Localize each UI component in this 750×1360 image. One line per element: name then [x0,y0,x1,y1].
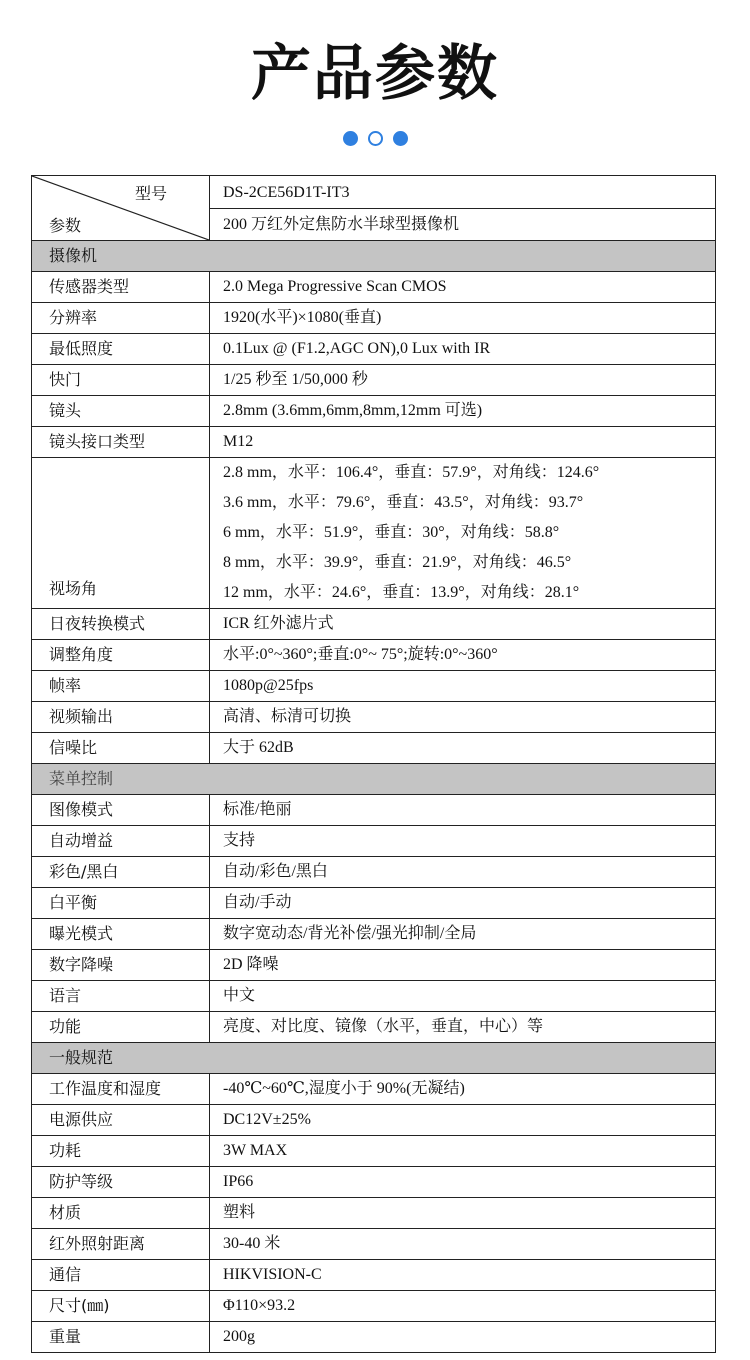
row-label: 传感器类型 [32,272,210,303]
table-row [32,671,716,702]
table-row [32,1167,716,1198]
row-value: DC12V±25% [210,1105,716,1136]
table-row [32,1322,716,1353]
row-value [210,458,716,609]
row-label: 最低照度 [32,334,210,365]
corner-label-params: 参数 [49,216,82,235]
header-row [32,176,716,241]
row-value: HIKVISION-C [210,1260,716,1291]
table-row [32,702,716,733]
row-value: 0.1Lux @ (F1.2,AGC ON),0 Lux with IR [210,334,716,365]
table-row [32,795,716,826]
row-value: 自动/彩色/黑白 [210,857,716,888]
row-label: 信噪比 [32,733,210,764]
row-value: 2.8mm (3.6mm,6mm,8mm,12mm 可选) [210,396,716,427]
row-label: 图像模式 [32,795,210,826]
row-value: 1080p@25fps [210,671,716,702]
row-value: 支持 [210,826,716,857]
row-value: -40℃~60℃,湿度小于 90%(无凝结) [210,1074,716,1105]
row-value: M12 [210,427,716,458]
row-label: 视频输出 [32,702,210,733]
row-label: 重量 [32,1322,210,1353]
row-label: 自动增益 [32,826,210,857]
table-row [32,733,716,764]
row-value: 大于 62dB [210,733,716,764]
table-row [32,950,716,981]
header-corner [32,176,210,241]
section-header [32,1043,716,1074]
table-row [32,1012,716,1043]
row-value: 塑料 [210,1198,716,1229]
section-title: 菜单控制 [32,764,716,795]
page-title: 产品参数 [251,39,499,109]
row-value: ICR 红外滤片式 [210,609,716,640]
row-value: 亮度、对比度、镜像（水平，垂直，中心）等 [210,1012,716,1043]
table-row [32,1229,716,1260]
row-value: 3W MAX [210,1136,716,1167]
dot-indicator[interactable] [343,131,358,146]
table-row [32,857,716,888]
row-label: 白平衡 [32,888,210,919]
model-description: 200 万红外定焦防水半球型摄像机 [223,215,460,233]
row-value: 2D 降噪 [210,950,716,981]
table-row [32,458,716,609]
header-values [210,176,716,241]
row-value: IP66 [210,1167,716,1198]
row-label: 防护等级 [32,1167,210,1198]
row-value: 自动/手动 [210,888,716,919]
row-label: 红外照射距离 [32,1229,210,1260]
pagination-dots [0,131,750,146]
table-row [32,427,716,458]
table-row [32,640,716,671]
row-value: 30-40 米 [210,1229,716,1260]
row-value: 1920(水平)×1080(垂直) [210,303,716,334]
table-row [32,919,716,950]
table-row [32,334,716,365]
row-label: 功能 [32,1012,210,1043]
model-number: DS-2CE56D1T-IT3 [210,177,715,209]
spec-table [31,175,716,1353]
row-label: 镜头 [32,396,210,427]
row-label: 快门 [32,365,210,396]
row-label: 调整角度 [32,640,210,671]
table-row [32,826,716,857]
row-label: 尺寸(㎜) [32,1291,210,1322]
angle-line: 6 mm，水平：51.9°，垂直：30°，对角线：58.8° [223,524,560,541]
table-row [32,272,716,303]
row-label: 语言 [32,981,210,1012]
row-label: 曝光模式 [32,919,210,950]
row-value: 水平:0°~360°;垂直:0°~ 75°;旋转:0°~360° [210,640,716,671]
row-label: 电源供应 [32,1105,210,1136]
row-value: 200g [210,1322,716,1353]
table-row [32,888,716,919]
section-header [32,241,716,272]
row-value: 高清、标清可切换 [210,702,716,733]
section-header [32,764,716,795]
row-label: 视场角 [32,458,210,609]
row-label: 分辨率 [32,303,210,334]
section-title: 一般规范 [32,1043,716,1074]
row-label: 通信 [32,1260,210,1291]
row-label: 工作温度和湿度 [32,1074,210,1105]
row-value: 标准/艳丽 [210,795,716,826]
dot-indicator[interactable] [393,131,408,146]
table-row [32,981,716,1012]
row-label: 彩色/黑白 [32,857,210,888]
table-row [32,1074,716,1105]
table-row [32,609,716,640]
table-row [32,1260,716,1291]
row-value: 数字宽动态/背光补偿/强光抑制/全局 [210,919,716,950]
row-value: 1/25 秒至 1/50,000 秒 [210,365,716,396]
row-label: 帧率 [32,671,210,702]
section-title: 摄像机 [32,241,716,272]
row-label: 镜头接口类型 [32,427,210,458]
table-row [32,1136,716,1167]
row-value: 中文 [210,981,716,1012]
dot-indicator[interactable] [368,131,383,146]
row-value: 2.0 Mega Progressive Scan CMOS [210,272,716,303]
angle-line: 3.6 mm，水平：79.6°，垂直：43.5°，对角线：93.7° [223,494,584,511]
row-label: 日夜转换模式 [32,609,210,640]
row-value: Φ110×93.2 [210,1291,716,1322]
angle-line: 12 mm，水平：24.6°，垂直：13.9°，对角线：28.1° [223,584,580,601]
angle-line: 2.8 mm，水平：106.4°，垂直：57.9°，对角线：124.6° [223,464,600,481]
table-row [32,396,716,427]
row-label: 功耗 [32,1136,210,1167]
table-row [32,1198,716,1229]
table-row [32,1105,716,1136]
table-row [32,1291,716,1322]
table-row [32,365,716,396]
row-label: 材质 [32,1198,210,1229]
table-row [32,303,716,334]
row-label: 数字降噪 [32,950,210,981]
angle-line: 8 mm，水平：39.9°，垂直：21.9°，对角线：46.5° [223,554,572,571]
corner-label-model: 型号 [134,184,167,203]
